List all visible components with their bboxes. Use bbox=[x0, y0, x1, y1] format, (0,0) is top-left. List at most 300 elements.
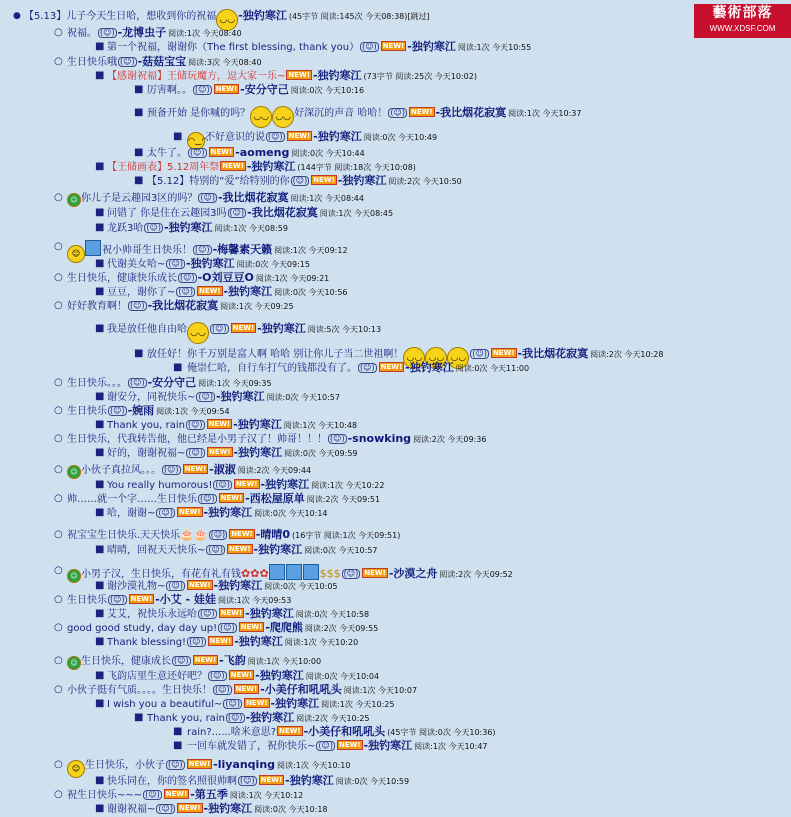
user-icon[interactable]: (☺) bbox=[225, 699, 240, 708]
post-content bbox=[67, 26, 242, 41]
author-link[interactable]: -独钓寒江 bbox=[215, 390, 265, 403]
author-link[interactable]: -第五季 bbox=[190, 788, 228, 801]
post-title-link[interactable]: 【5.13】儿子今天生日哈，想收到你的祝福 bbox=[24, 11, 217, 22]
post-meta: 阅读:0次 今天10:18 bbox=[254, 805, 328, 814]
post-content bbox=[107, 390, 340, 405]
author-link[interactable]: -独钓寒江 bbox=[234, 635, 283, 648]
post-meta: 阅读:0次 今天10:56 bbox=[274, 288, 348, 297]
new-badge: NEW! bbox=[130, 595, 153, 603]
post-meta: 阅读:1次 今天10:12 bbox=[229, 791, 304, 800]
user-icon[interactable]: (☺) bbox=[362, 42, 377, 51]
bullet-icon: ○ bbox=[54, 241, 63, 252]
post-meta: 阅读:1次 今天09:12 bbox=[274, 246, 348, 255]
post-meta: (144字节 阅读:18次 今天10:08) bbox=[297, 163, 416, 172]
bullet-icon: ○ bbox=[54, 493, 63, 504]
post-title-link[interactable]: 谢安分，同祝快乐~ bbox=[107, 392, 196, 403]
author-link[interactable]: -小美仔和吼吼头 bbox=[303, 725, 386, 738]
bullet-icon: ■ bbox=[95, 544, 105, 555]
post-title-link[interactable]: 【王储画表】5.12周年祭 bbox=[107, 162, 220, 173]
user-icon[interactable]: (☺) bbox=[268, 132, 283, 141]
user-icon[interactable]: (☺) bbox=[168, 259, 183, 268]
user-icon[interactable]: (☺) bbox=[120, 57, 135, 66]
bullet-icon: ○ bbox=[54, 464, 63, 475]
post-meta: 阅读:0次 今天10:49 bbox=[363, 133, 438, 142]
post-meta: 阅读:0次 今天10:04 bbox=[305, 672, 380, 681]
post-content bbox=[107, 221, 288, 236]
author-link[interactable]: -独钓寒江 bbox=[312, 69, 362, 82]
user-icon[interactable]: (☺) bbox=[198, 392, 213, 401]
post-meta: 阅读:0次 今天10:05 bbox=[264, 582, 338, 591]
user-icon[interactable]: (☺) bbox=[360, 363, 375, 372]
author-link[interactable]: -小艾 - 娃娃 bbox=[155, 593, 216, 606]
new-badge: NEW! bbox=[313, 176, 335, 184]
author-link[interactable]: -梅馨素天籁 bbox=[212, 243, 273, 256]
bullet-icon: ■ bbox=[95, 698, 105, 709]
bullet-icon: ■ bbox=[95, 580, 105, 591]
author-link[interactable]: -独钓寒江 bbox=[245, 607, 294, 620]
author-link[interactable]: -独钓寒江 bbox=[285, 774, 334, 787]
bullet-icon: ○ bbox=[54, 529, 63, 540]
user-icon[interactable]: (☺) bbox=[190, 148, 205, 157]
bullet-icon: ■ bbox=[95, 447, 105, 458]
new-badge: NEW! bbox=[235, 480, 258, 488]
post-title-link[interactable]: 问错了 你是住在云趣园3吗 bbox=[107, 208, 227, 219]
post-title-link[interactable]: 龙跃3哈 bbox=[107, 223, 144, 234]
post-title-link[interactable]: 代谢美女哈~ bbox=[107, 259, 166, 270]
post-content bbox=[107, 607, 369, 622]
smiley-icon: ☺ bbox=[67, 465, 81, 479]
author-link[interactable]: -aomeng bbox=[235, 146, 290, 159]
user-icon[interactable]: (☺) bbox=[240, 776, 255, 785]
author-link[interactable]: -独钓寒江 bbox=[407, 40, 456, 53]
post-content bbox=[67, 191, 364, 207]
new-badge: NEW! bbox=[279, 727, 301, 735]
bullet-icon: ○ bbox=[54, 56, 63, 67]
user-icon[interactable]: (☺) bbox=[220, 623, 235, 632]
post-meta: 阅读:1次 今天10:37 bbox=[508, 109, 582, 118]
author-link[interactable]: -独钓寒江 bbox=[203, 802, 253, 815]
author-link[interactable]: -独钓寒江 bbox=[223, 285, 273, 298]
post-content bbox=[67, 683, 417, 698]
bullet-icon: ○ bbox=[54, 759, 63, 770]
new-badge: NEW! bbox=[210, 148, 233, 156]
new-badge: NEW! bbox=[222, 162, 244, 170]
post-content bbox=[147, 711, 370, 726]
post-content bbox=[67, 376, 272, 391]
cake-icon: 🎂 bbox=[193, 528, 208, 541]
money-bag-icon: $ bbox=[333, 567, 341, 580]
new-badge: NEW! bbox=[492, 349, 515, 357]
post-meta: 阅读:1次 今天09:21 bbox=[255, 274, 330, 283]
bullet-icon: ■ bbox=[95, 775, 105, 786]
author-link[interactable]: -我比烟花寂寞 bbox=[147, 299, 219, 312]
post-title-link[interactable]: 生日快乐，代我转告他，他已经是小男子汉了！帅哥！！！ bbox=[67, 434, 327, 445]
author-link[interactable]: -沙漠之舟 bbox=[388, 567, 438, 580]
post-content bbox=[67, 621, 378, 636]
post-title-link[interactable]: 生日快乐，健康快乐成长 bbox=[67, 273, 177, 284]
author-link[interactable]: -西松屋原单 bbox=[245, 492, 305, 505]
author-link[interactable]: -我比烟花寂寞 bbox=[247, 206, 318, 219]
author-link[interactable]: -菇菇宝宝 bbox=[137, 55, 187, 68]
post-meta: 阅读:2次 今天10:50 bbox=[388, 177, 462, 186]
user-icon[interactable]: (☺) bbox=[208, 545, 223, 554]
user-icon[interactable]: (☺) bbox=[110, 595, 125, 604]
post-title-link[interactable]: rain?......啥米意思? bbox=[187, 727, 277, 738]
post-meta: 阅读:0次 今天10:14 bbox=[254, 509, 328, 518]
user-icon[interactable]: (☺) bbox=[215, 685, 230, 694]
bullet-icon: ■ bbox=[95, 286, 105, 297]
bullet-icon: ○ bbox=[54, 594, 63, 605]
post-content bbox=[147, 106, 582, 128]
author-link[interactable]: -独钓寒江 bbox=[238, 9, 287, 22]
post-meta: 阅读:1次 今天10:22 bbox=[311, 481, 385, 490]
author-link[interactable]: -我比烟花寂寞 bbox=[517, 347, 589, 360]
author-link[interactable]: -独钓寒江 bbox=[363, 739, 413, 752]
new-badge: NEW! bbox=[215, 85, 238, 93]
post-meta: 阅读:1次 今天08:45 bbox=[319, 209, 394, 218]
post-title-link[interactable]: 厉害啊。。 bbox=[147, 85, 192, 96]
author-link[interactable]: -独钓寒江 bbox=[233, 418, 282, 431]
post-content bbox=[107, 40, 531, 55]
gift-icon bbox=[303, 564, 319, 580]
post-title-link[interactable]: good good study, day day up! bbox=[67, 623, 218, 634]
post-content bbox=[107, 257, 310, 272]
bullet-icon: ● bbox=[13, 11, 21, 21]
bullet-icon: ■ bbox=[95, 207, 105, 218]
new-badge: NEW! bbox=[232, 324, 255, 332]
smiley-icon: ☺ bbox=[67, 569, 81, 583]
post-title-link[interactable]: 豆豆，谢你了~ bbox=[107, 287, 176, 298]
user-icon[interactable]: (☺) bbox=[390, 108, 405, 117]
post-title-link[interactable]: 谢沙漠礼物~ bbox=[107, 581, 166, 592]
bullet-icon: ■ bbox=[95, 608, 105, 619]
post-content bbox=[67, 492, 380, 507]
new-badge: NEW! bbox=[288, 132, 311, 140]
bullet-icon: ■ bbox=[95, 222, 105, 233]
user-icon[interactable]: (☺) bbox=[472, 349, 487, 358]
bullet-icon: ■ bbox=[95, 391, 105, 402]
post-title-link[interactable]: 我是放任他自由哈 bbox=[107, 324, 187, 335]
smiley-icon: ◠‿◠ bbox=[187, 132, 205, 150]
author-link[interactable]: -淑淑 bbox=[209, 463, 236, 476]
user-icon[interactable]: (☺) bbox=[200, 193, 215, 202]
author-link[interactable]: -晴晴0 bbox=[255, 528, 290, 541]
bullet-icon: ○ bbox=[54, 377, 63, 388]
user-icon[interactable]: (☺) bbox=[164, 465, 179, 474]
bullet-icon: ■ bbox=[134, 175, 144, 186]
post-content bbox=[107, 160, 416, 175]
user-icon[interactable]: (☺) bbox=[178, 287, 193, 296]
user-icon[interactable]: (☺) bbox=[215, 480, 230, 489]
post-title-link[interactable]: 小男子汉，生日快乐，有花有礼有钱 bbox=[81, 569, 241, 580]
post-title-link[interactable]: 祝小帅哥生日快乐！ bbox=[102, 245, 192, 256]
bullet-icon: ■ bbox=[95, 636, 105, 647]
post-title-link[interactable]: 帅……就一个字……生日快乐 bbox=[67, 494, 197, 505]
user-icon[interactable]: (☺) bbox=[195, 85, 210, 94]
post-title-link[interactable]: 第一个祝福，谢谢你（The first blessing, thank you） bbox=[107, 42, 360, 53]
user-icon[interactable]: (☺) bbox=[130, 301, 145, 310]
site-logo[interactable] bbox=[694, 4, 791, 38]
author-link[interactable]: -独钓寒江 bbox=[253, 543, 303, 556]
post-content bbox=[187, 739, 488, 754]
grin-icon: ◡◡ bbox=[250, 106, 272, 128]
bullet-icon: ○ bbox=[54, 433, 63, 444]
user-icon[interactable]: (☺) bbox=[146, 223, 161, 232]
post-title-link[interactable]: 生日快乐哦 bbox=[67, 57, 117, 68]
post-content bbox=[107, 446, 358, 461]
bullet-icon: ■ bbox=[173, 131, 183, 142]
author-link[interactable]: -独钓寒江 bbox=[163, 221, 213, 234]
post-meta: (73字节 阅读:25次 今天10:02) bbox=[363, 72, 477, 81]
post-content bbox=[107, 579, 338, 594]
bullet-icon: ■ bbox=[173, 362, 183, 373]
new-badge: NEW! bbox=[245, 699, 268, 707]
user-icon[interactable]: (☺) bbox=[168, 760, 183, 769]
bullet-icon: ○ bbox=[54, 272, 63, 283]
smiley-icon: ☺ bbox=[67, 245, 85, 263]
new-badge: NEW! bbox=[230, 671, 253, 679]
post-title-link[interactable]: I wish you a beautiful~ bbox=[107, 699, 223, 710]
post-content bbox=[67, 55, 262, 70]
new-badge: NEW! bbox=[220, 609, 243, 617]
post-content bbox=[107, 69, 477, 84]
post-content bbox=[67, 432, 486, 447]
user-icon[interactable]: (☺) bbox=[100, 28, 115, 37]
bullet-icon: ○ bbox=[54, 622, 63, 633]
user-icon[interactable]: (☺) bbox=[187, 420, 203, 429]
author-link[interactable]: -我比烟花寂寞 bbox=[217, 191, 289, 204]
post-meta: 阅读:1次 今天10:48 bbox=[283, 421, 358, 430]
post-title-link[interactable]: 谢谢祝福~ bbox=[107, 804, 156, 815]
author-link[interactable]: -独钓寒江 bbox=[260, 478, 310, 491]
post-title-link[interactable]: 小伙子真拉风。。。 bbox=[81, 465, 161, 476]
post-title-link[interactable]: 【感谢祝福】王储玩魔方，逗大家一乐~ bbox=[107, 71, 286, 82]
bullet-icon: ■ bbox=[95, 670, 105, 681]
user-icon[interactable]: (☺) bbox=[212, 324, 227, 333]
author-link[interactable]: -爬爬熊 bbox=[265, 621, 303, 634]
post-meta: 阅读:1次 今天08:44 bbox=[290, 194, 364, 203]
post-content bbox=[107, 635, 358, 650]
post-meta: 阅读:2次 今天09:51 bbox=[306, 495, 381, 504]
post-title-link[interactable]: 生日快乐，小伙子 bbox=[85, 760, 165, 771]
author-link[interactable]: -独钓寒江 bbox=[257, 322, 306, 335]
user-icon[interactable]: (☺) bbox=[195, 245, 210, 254]
bullet-icon: ■ bbox=[95, 258, 105, 269]
new-badge: NEW! bbox=[228, 545, 251, 553]
post-meta: 阅读:1次 今天10:47 bbox=[414, 742, 488, 751]
grin-icon: ◡◡ bbox=[447, 347, 469, 369]
user-icon[interactable]: (☺) bbox=[229, 208, 245, 217]
post-title-link[interactable]: 哈，谢谢~ bbox=[107, 508, 156, 519]
bullet-icon: ○ bbox=[54, 684, 63, 695]
bullet-icon: ○ bbox=[54, 192, 63, 203]
post-title-link[interactable]: 祝宝宝生日快乐.天天快乐 bbox=[67, 530, 181, 541]
post-title-link[interactable]: 艾艾，祝快乐永远哈 bbox=[107, 609, 197, 620]
post-title-link[interactable]: 一回车就发错了，祝你快乐~ bbox=[187, 741, 316, 752]
user-icon[interactable]: (☺) bbox=[292, 176, 308, 185]
user-icon[interactable]: (☺) bbox=[189, 637, 204, 646]
post-meta: 阅读:2次 今天10:28 bbox=[590, 350, 664, 359]
author-link[interactable]: -婉雨 bbox=[127, 404, 155, 417]
author-link[interactable]: -独钓寒江 bbox=[245, 711, 295, 724]
author-link[interactable]: -独钓寒江 bbox=[405, 361, 454, 374]
user-icon[interactable]: (☺) bbox=[210, 530, 226, 539]
author-link[interactable]: -小美仔和吼吼头 bbox=[260, 683, 342, 696]
bullet-icon: ■ bbox=[95, 479, 105, 490]
author-link[interactable]: -liyanqing bbox=[213, 758, 276, 771]
new-badge: NEW! bbox=[231, 530, 253, 538]
bullet-icon: ○ bbox=[54, 655, 63, 666]
bullet-icon: ■ bbox=[134, 147, 144, 158]
user-icon[interactable]: (☺) bbox=[174, 656, 189, 665]
bullet-icon: ■ bbox=[95, 803, 105, 814]
post-title-link[interactable]: 祝福。 bbox=[67, 28, 97, 39]
bullet-icon: ○ bbox=[54, 565, 63, 576]
user-icon[interactable]: (☺) bbox=[158, 804, 173, 813]
post-meta: 阅读:1次 今天09:35 bbox=[198, 379, 272, 388]
post-content bbox=[107, 802, 328, 817]
gift-icon bbox=[85, 240, 101, 256]
cake-icon: 🎂 bbox=[180, 528, 194, 541]
post-title-link[interactable]: Thank you, rain bbox=[107, 420, 185, 431]
author-link[interactable]: -飞韵 bbox=[219, 654, 246, 667]
user-icon[interactable]: (☺) bbox=[145, 790, 160, 799]
author-link[interactable]: -独钓寒江 bbox=[270, 697, 320, 710]
author-link[interactable]: -我比烟花寂寞 bbox=[435, 106, 507, 119]
post-meta: 阅读:1次 今天09:53 bbox=[217, 596, 292, 605]
post-title-link[interactable]: 生日快乐，健康成长 bbox=[81, 656, 171, 667]
new-badge: NEW! bbox=[209, 637, 232, 645]
author-link[interactable]: -独钓寒江 bbox=[246, 160, 296, 173]
post-meta: 阅读:1次 今天10:55 bbox=[457, 43, 532, 52]
grin-icon: ◡◡ bbox=[272, 106, 294, 128]
post-title-link[interactable]: 小伙子挺有气质。。。。生日快乐！ bbox=[67, 685, 212, 696]
post-title-link[interactable]: 放任好！你千万别是富人啊 哈哈 别让你儿子当二世祖啊！ bbox=[147, 349, 404, 360]
gift-icon bbox=[286, 564, 302, 580]
post-title-link[interactable]: 不好意识的说 bbox=[205, 132, 265, 143]
post-meta: 阅读:0次 今天10:57 bbox=[304, 546, 378, 555]
post-meta: (16字节 阅读:1次 今天09:51) bbox=[291, 531, 401, 540]
post-title-link[interactable]: 好好教育啊！ bbox=[67, 301, 127, 312]
user-icon[interactable]: (☺) bbox=[227, 713, 243, 722]
author-link[interactable]: -独钓寒江 bbox=[255, 669, 304, 682]
post-title-link[interactable]: 祝生日快乐~~~ bbox=[67, 790, 143, 801]
user-icon[interactable]: (☺) bbox=[168, 581, 183, 590]
user-icon[interactable]: (☺) bbox=[130, 378, 145, 387]
post-title-link[interactable]: 生日快乐。。。 bbox=[67, 378, 127, 389]
money-bag-icon: $ bbox=[326, 567, 334, 580]
post-meta: 阅读:2次 今天09:52 bbox=[439, 570, 513, 579]
post-title-link[interactable]: 快乐同在，你的签名照很帅啊 bbox=[107, 776, 237, 787]
grin-icon: ◡◡ bbox=[216, 9, 238, 31]
post-meta: 阅读:0次 今天10:59 bbox=[335, 777, 410, 786]
user-icon[interactable]: (☺) bbox=[343, 569, 359, 578]
post-meta: 阅读:1次 今天10:10 bbox=[277, 761, 351, 770]
author-link[interactable]: -龙博虫子 bbox=[117, 26, 167, 39]
post-meta: (45字节 阅读:0次 今天10:36) bbox=[387, 728, 496, 737]
author-link[interactable]: -独钓寒江 bbox=[337, 174, 387, 187]
post-content bbox=[107, 322, 381, 344]
new-badge: NEW! bbox=[364, 569, 386, 577]
post-title-link[interactable]: 你儿子是云趣园3区的吗？ bbox=[81, 193, 198, 204]
post-meta: 阅读:1次 今天10:25 bbox=[321, 700, 395, 709]
author-link[interactable]: -独钓寒江 bbox=[203, 506, 253, 519]
post-content bbox=[67, 404, 230, 419]
bullet-icon: ■ bbox=[95, 161, 105, 172]
author-link[interactable]: -安分守己 bbox=[240, 83, 289, 96]
post-title-link[interactable]: 飞韵店里生意还好吧？ bbox=[107, 671, 207, 682]
new-badge: NEW! bbox=[260, 776, 283, 784]
post-meta: 阅读:2次 今天10:25 bbox=[296, 714, 370, 723]
new-badge: NEW! bbox=[208, 448, 231, 456]
post-meta: 阅读:2次 今天09:44 bbox=[237, 466, 312, 475]
post-title-link[interactable]: 生日快乐 bbox=[67, 406, 107, 417]
post-title-link[interactable]: 俺崇仁哈，自行车打气的钱都没有了。 bbox=[187, 363, 357, 374]
post-title-link[interactable]: Thank you, rain bbox=[147, 713, 225, 724]
bullet-icon: ■ bbox=[95, 419, 105, 430]
author-link[interactable]: -独钓寒江 bbox=[185, 257, 235, 270]
post-content bbox=[67, 271, 329, 286]
post-meta: 阅读:2次 今天09:55 bbox=[304, 624, 379, 633]
new-badge: NEW! bbox=[194, 656, 217, 664]
author-link[interactable]: -独钓寒江 bbox=[313, 130, 362, 143]
post-title-link[interactable]: You really humorous! bbox=[107, 480, 213, 491]
author-link[interactable]: -独钓寒江 bbox=[233, 446, 283, 459]
bullet-icon: ■ bbox=[173, 726, 183, 737]
user-icon[interactable]: (☺) bbox=[330, 434, 345, 443]
user-icon[interactable]: (☺) bbox=[200, 609, 215, 618]
post-title-link[interactable]: 预备开始 是你喊的吗？ bbox=[147, 108, 251, 119]
post-title-link[interactable]: 晴晴，回祝天天快乐~ bbox=[107, 545, 206, 556]
post-meta: 阅读:1次 今天10:20 bbox=[284, 638, 359, 647]
user-icon[interactable]: (☺) bbox=[180, 273, 195, 282]
user-icon[interactable]: (☺) bbox=[158, 508, 173, 517]
author-link[interactable]: -安分守己 bbox=[147, 376, 197, 389]
post-meta: 阅读:1次 今天08:40 bbox=[168, 29, 242, 38]
new-badge: NEW! bbox=[338, 741, 361, 749]
post-title-link[interactable]: 生日快乐 bbox=[67, 595, 107, 606]
user-icon[interactable]: (☺) bbox=[200, 494, 215, 503]
user-icon[interactable]: (☺) bbox=[110, 406, 125, 415]
smiley-icon: ☺ bbox=[67, 656, 81, 670]
logo-text: 藝術部落 bbox=[712, 5, 773, 21]
post-content bbox=[147, 146, 365, 161]
post-title-link[interactable]: Thank blessing! bbox=[107, 637, 187, 648]
user-icon[interactable]: (☺) bbox=[188, 448, 203, 457]
post-content bbox=[107, 285, 348, 300]
bullet-icon: ■ bbox=[134, 712, 144, 723]
user-icon[interactable]: (☺) bbox=[210, 671, 225, 680]
post-title-link[interactable]: 好的，谢谢祝福~ bbox=[107, 448, 186, 459]
post-title-link[interactable]: 太牛了。 bbox=[147, 148, 187, 159]
post-title-link[interactable]: 好深沉的声音 哈哈！ bbox=[294, 108, 388, 119]
post-title-link[interactable]: 【5.12】特别的“爱”给特别的你 bbox=[147, 176, 290, 187]
post-meta: (45字节 阅读:145次 今天08:38)[跳过] bbox=[288, 12, 430, 21]
bullet-icon: ■ bbox=[134, 348, 144, 359]
money-bag-icon: $ bbox=[319, 567, 327, 580]
new-badge: NEW! bbox=[188, 760, 211, 768]
smiley-icon: ☺ bbox=[67, 760, 85, 778]
flower-icon: ✿ bbox=[241, 567, 251, 580]
author-link[interactable]: -独钓寒江 bbox=[213, 579, 263, 592]
post-content bbox=[67, 593, 291, 608]
new-badge: NEW! bbox=[410, 108, 433, 116]
author-link[interactable]: -snowking bbox=[347, 432, 412, 445]
gift-icon bbox=[269, 564, 285, 580]
flower-icon: ✿ bbox=[250, 567, 260, 580]
user-icon[interactable]: (☺) bbox=[318, 741, 333, 750]
author-link[interactable]: -O刘豆豆O bbox=[197, 271, 254, 284]
